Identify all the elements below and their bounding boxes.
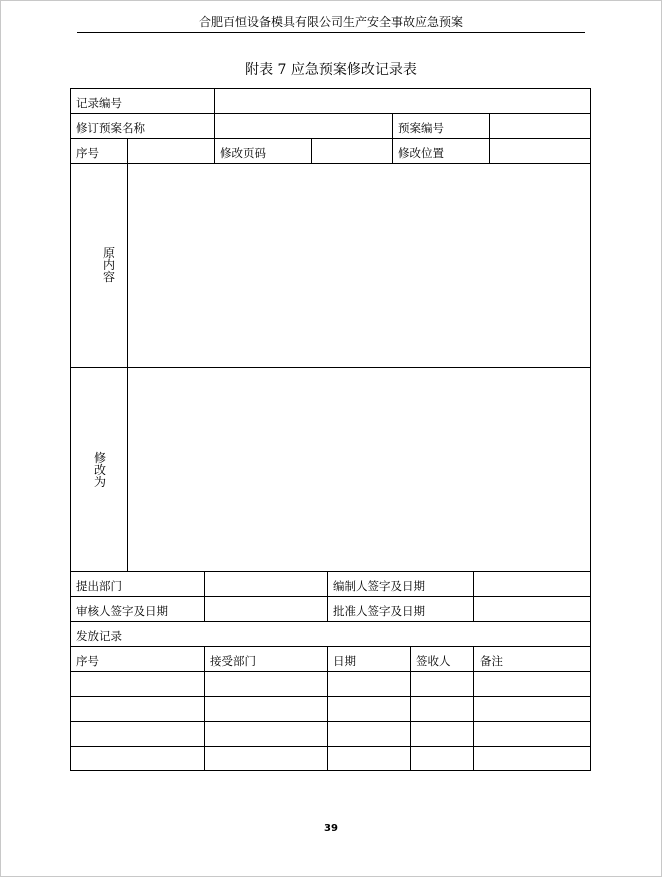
dist-row-4-cell-4[interactable]	[414, 751, 470, 769]
dist-row-1-cell-4[interactable]	[414, 676, 470, 694]
record-no-field[interactable]	[218, 95, 586, 111]
reviewer-sign-field[interactable]	[208, 603, 324, 619]
position-field[interactable]	[493, 145, 587, 161]
dist-row-4-cell-5[interactable]	[477, 751, 587, 769]
document-header: 合肥百恒设备模具有限公司生产安全事故应急预案	[198, 15, 463, 29]
dist-row-1-cell-1[interactable]	[74, 676, 201, 694]
seq-field[interactable]	[131, 145, 211, 161]
record-no-label: 记录编号	[76, 96, 122, 110]
plan-no-label: 预案编号	[398, 121, 444, 135]
plan-no-field[interactable]	[493, 120, 587, 136]
plan-name-label: 修订预案名称	[76, 121, 145, 135]
dist-row-3-cell-4[interactable]	[414, 726, 470, 744]
original-content-field[interactable]	[131, 167, 587, 363]
revised-content-field[interactable]	[131, 371, 587, 567]
plan-name-field[interactable]	[218, 120, 388, 136]
reviewer-sign-label: 审核人签字及日期	[76, 604, 168, 618]
page-no-field[interactable]	[315, 145, 389, 161]
distribution-record-label: 发放记录	[76, 629, 122, 643]
dist-row-4-cell-1[interactable]	[74, 751, 201, 769]
dist-row-2-cell-2[interactable]	[208, 701, 324, 719]
page-no-label: 修改页码	[220, 146, 266, 160]
editor-sign-label: 编制人签字及日期	[333, 579, 425, 593]
dist-row-4-cell-3[interactable]	[331, 751, 407, 769]
dist-row-2-cell-4[interactable]	[414, 701, 470, 719]
approver-sign-field[interactable]	[477, 603, 587, 619]
dist-row-3-cell-3[interactable]	[331, 726, 407, 744]
dist-row-1-cell-3[interactable]	[331, 676, 407, 694]
dist-row-3-cell-1[interactable]	[74, 726, 201, 744]
seq-label: 序号	[76, 146, 99, 160]
dist-row-4-cell-2[interactable]	[208, 751, 324, 769]
dist-col-receiver: 签收人	[416, 654, 451, 668]
dist-row-2-cell-5[interactable]	[477, 701, 587, 719]
dist-row-2-cell-3[interactable]	[331, 701, 407, 719]
dist-col-date: 日期	[333, 654, 356, 668]
dist-col-remarks: 备注	[480, 654, 503, 668]
dist-row-1-cell-5[interactable]	[477, 676, 587, 694]
dist-row-2-cell-1[interactable]	[74, 701, 201, 719]
page-number: 39	[324, 823, 338, 834]
dist-row-3-cell-2[interactable]	[208, 726, 324, 744]
proposing-dept-label: 提出部门	[76, 579, 122, 593]
dist-row-1-cell-2[interactable]	[208, 676, 324, 694]
position-label: 修改位置	[398, 146, 444, 160]
approver-sign-label: 批准人签字及日期	[333, 604, 425, 618]
revised-content-label: 修改为	[93, 451, 106, 489]
dist-row-3-cell-5[interactable]	[477, 726, 587, 744]
dist-col-dept: 接受部门	[210, 654, 256, 668]
proposing-dept-field[interactable]	[208, 578, 324, 594]
editor-sign-field[interactable]	[477, 578, 587, 594]
original-content-label: 原内容	[102, 246, 115, 284]
form-title: 附表 7 应急预案修改记录表	[245, 62, 417, 78]
dist-col-seq: 序号	[76, 654, 99, 668]
